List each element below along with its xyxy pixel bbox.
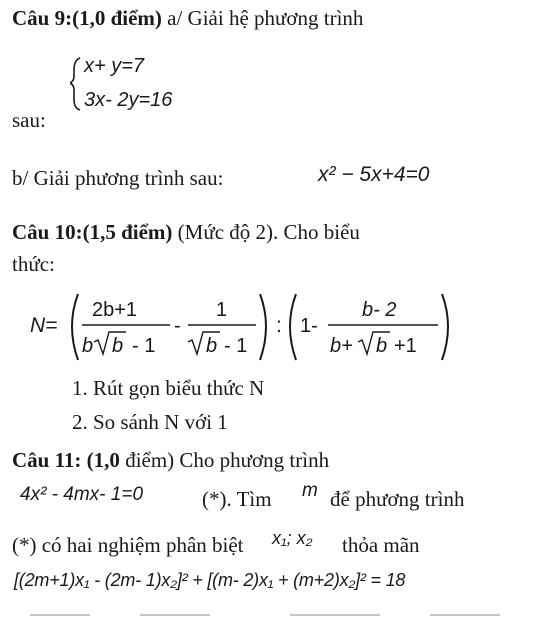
f1-den-b: - 1	[132, 335, 156, 357]
q9-sys-line1: x+ y=7	[84, 55, 145, 77]
q9-heading	[12, 6, 363, 31]
q11-roots: x₁; x₂	[272, 528, 313, 548]
q11-line2-end: thỏa mãn	[342, 533, 420, 557]
f1-den-a: b	[82, 335, 94, 357]
bottom-cutoff-2	[140, 614, 210, 616]
bottom-cutoff-4	[430, 614, 500, 616]
formula-colon: :	[276, 314, 282, 337]
q11-final-eq: [(2m+1)x₁ - (2m- 1)x₂]² + [(m- 2)x₁ + (m+2)x₂]² = 18	[14, 570, 406, 590]
q10-heading	[12, 220, 360, 245]
q10-formula	[24, 288, 454, 368]
q9-label: Câu 9:(1,0 điểm)	[12, 6, 162, 30]
q11-eq: 4x² - 4mx- 1=0	[20, 484, 144, 505]
f2-den-root: b	[206, 335, 218, 357]
q11-m: m	[302, 480, 318, 501]
q11-label: Câu 11: (1,0	[12, 448, 120, 472]
bottom-cutoff-1	[30, 614, 90, 616]
q9-system	[70, 48, 230, 118]
q9-sys-line2: 3x- 2y=16	[84, 89, 173, 111]
q9-sau: sau:	[12, 108, 46, 132]
f3-den-b: +1	[394, 335, 417, 357]
formula-lhs: N=	[30, 314, 58, 337]
f3-den-a: b+	[330, 335, 353, 357]
f3-den-root: b	[376, 335, 388, 357]
q11-line1-rest: (*). Tìm	[202, 487, 272, 511]
q10-level: (Mức độ 2). Cho biểu	[172, 220, 360, 244]
q10-line2: thức:	[12, 252, 55, 276]
q11-line2	[12, 530, 532, 562]
q11-line2-start: (*) có hai nghiệm phân biệt	[12, 533, 244, 557]
f2-num: 1	[216, 299, 228, 321]
formula-one-minus: 1-	[300, 315, 318, 337]
f1-den-root: b	[112, 335, 124, 357]
q10-label: Câu 10:(1,5 điểm)	[12, 220, 173, 244]
paren-close-1	[260, 294, 266, 360]
q9-part-b: b/ Giải phương trình sau:	[12, 166, 224, 190]
q11-label-rest: điểm) Cho phương trình	[119, 448, 330, 472]
q11-line1-end: để phương trình	[330, 487, 465, 511]
q10-item-2: 2. So sánh N với 1	[72, 410, 228, 434]
formula-minus: -	[174, 315, 181, 337]
paren-close-2	[442, 294, 448, 360]
q11-heading	[12, 448, 329, 473]
f2-den-b: - 1	[224, 335, 248, 357]
q9-part-a: a/ Giải hệ phương trình	[161, 6, 364, 30]
paren-open-2	[290, 294, 296, 360]
paren-open-1	[72, 294, 78, 360]
bottom-cutoff-3	[290, 614, 380, 616]
q9-eq-b: x² − 5x+4=0	[318, 163, 430, 186]
q9-brace	[70, 58, 80, 110]
q10-item-1: 1. Rút gọn biểu thức N	[72, 376, 265, 400]
f1-num: 2b+1	[92, 299, 138, 321]
f3-num: b- 2	[362, 299, 397, 321]
q11-line1	[20, 480, 540, 516]
